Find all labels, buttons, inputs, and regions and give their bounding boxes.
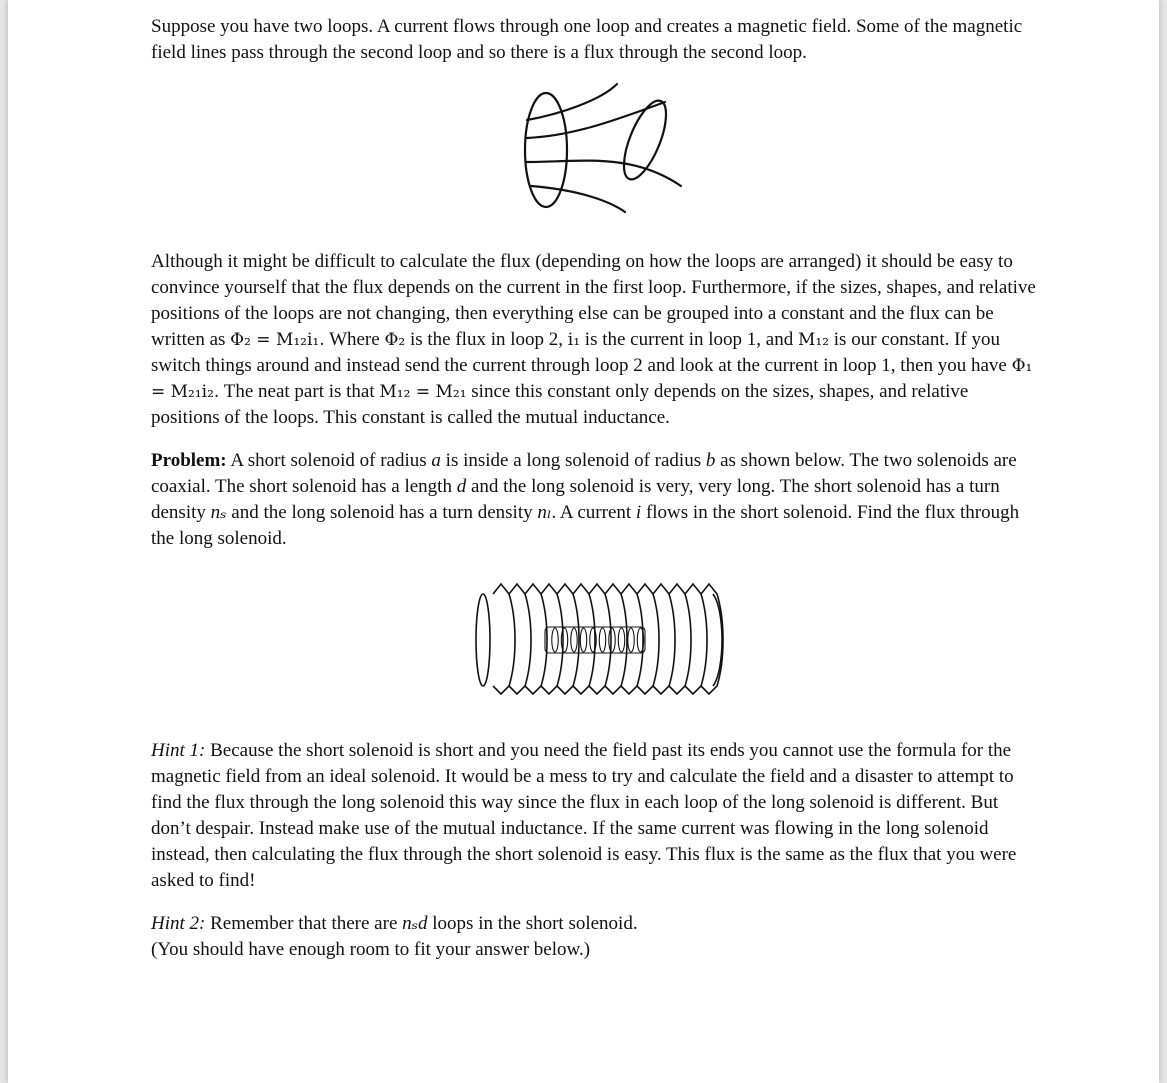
field-line <box>527 161 681 186</box>
long-solenoid-turn <box>685 584 707 694</box>
coaxial-solenoids-figure <box>473 580 729 698</box>
short-solenoid-turn <box>580 628 586 652</box>
document-content <box>151 14 1041 963</box>
field-line <box>527 84 617 120</box>
symbol-phi2: Φ₂ <box>384 330 406 350</box>
short-solenoid-turn <box>609 628 615 652</box>
hint-2-label: Hint 2: <box>151 913 206 934</box>
long-solenoid-turn <box>637 584 659 694</box>
short-solenoid-turn <box>628 628 634 652</box>
document-page <box>8 0 1159 1083</box>
hint-1-label: Hint 1: <box>151 740 206 761</box>
long-solenoid-turn <box>509 584 531 694</box>
hint-1-paragraph: Hint 1: Because the short solenoid is short and you need the field past its ends you cannot use the formula for the magnetic field from an ideal solenoid. It would be a mess to try and calculate the field and a disaster to attempt to find the flux through the long solenoid this way since the flux in each loop of the long solenoid is different. But don’t despair. Instead make use of the mutual inductance. If the same current was flowing in the long solenoid instead, then calculating the flux through the short solenoid is easy. This flux is the same as the flux that you were asked to find! <box>151 740 1017 891</box>
equation-flux-2: Φ₂ = M₁₂i₁. <box>230 330 325 350</box>
two-loops-figure <box>501 82 701 227</box>
field-line <box>527 102 665 138</box>
short-solenoid-turn <box>571 628 577 652</box>
long-solenoid-turn <box>493 584 515 694</box>
short-solenoid-turn <box>618 628 624 652</box>
problem-label: Problem: <box>151 450 227 471</box>
long-solenoid-turn <box>589 584 611 694</box>
hint-2-paragraph: Hint 2: Remember that there are nₛd loops in the short solenoid. (You should have enough room to fit your answer below.) <box>151 913 638 960</box>
long-solenoid-turn <box>525 584 547 694</box>
answer-room-note: (You should have enough room to fit your answer below.) <box>151 939 591 960</box>
symbol-i1: i₁ <box>567 330 581 350</box>
mutual-inductance-paragraph: Although it might be difficult to calculate the flux (depending on how the loops are arranged) it should be easy to convince yourself that the flux depends on the current in the first loop. Furthermore, if the sizes, shapes, and relative positions of the loops are not changing, then everything else can be grouped into a constant and the flux can be written as Φ₂ = M₁₂i₁. Where Φ₂ is the flux in loop 2, i₁ is the current in loop 1, and M₁₂ is our constant. If you switch things around and instead send the current through loop 2 and look at the current in loop 1, then you have Φ₁ = M₂₁i₂. The neat part is that M₁₂ = M₂₁ since this constant only depends on the sizes, shapes, and relative positions of the loops. This constant is called the mutual inductance. <box>151 251 1036 428</box>
short-solenoid-turn <box>599 628 605 652</box>
field-line <box>531 186 625 212</box>
equation-m12-m21: M₁₂ = M₂₁ <box>379 382 467 402</box>
long-solenoid-turn <box>573 584 595 694</box>
intro-paragraph: Suppose you have two loops. A current flows through one loop and creates a magnetic field. Some of the magnetic field lines pass through the second loop and so there is a flux through the second loop. <box>151 16 1023 63</box>
short-solenoid-turn <box>552 628 558 652</box>
long-solenoid-turn <box>653 584 675 694</box>
symbol-m12: M₁₂ <box>797 330 830 350</box>
long-solenoid-turn <box>701 584 723 694</box>
long-solenoid-turn <box>669 584 691 694</box>
equation-flux-1: Φ₁ = M₂₁i₂. <box>151 356 1033 402</box>
problem-paragraph: Problem: A short solenoid of radius a is inside a long solenoid of radius b as shown below. The two solenoids are coaxial. The short solenoid has a length d and the long solenoid is very, very long. The short solenoid has a turn density nₛ and the long solenoid has a turn density nₗ. A current i flows in the short solenoid. Find the flux through the long solenoid. <box>151 450 1020 549</box>
